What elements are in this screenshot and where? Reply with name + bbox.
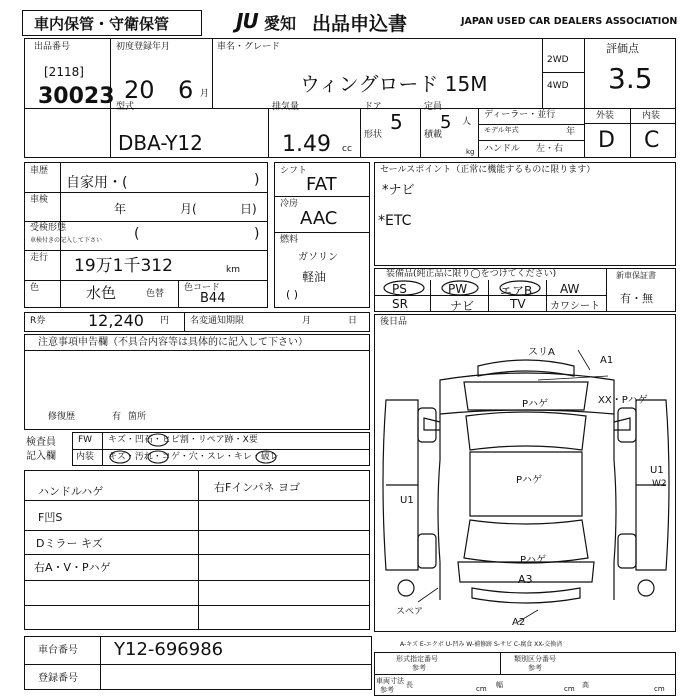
method-sub: 車検付きの記入して下さい [30, 237, 103, 244]
deadline-day: 日 [348, 316, 358, 326]
exterior-label: 外装 [596, 111, 615, 121]
ac-label: 冷房 [280, 199, 299, 209]
color-label: 色 [30, 283, 40, 293]
after-goods-label: 後日品 [380, 317, 408, 327]
diagram-label-5: Pハゲ [516, 475, 543, 486]
ac-value: AAC [300, 208, 338, 229]
height-cm: cm [654, 685, 665, 693]
shape-label: 形状 [364, 130, 383, 140]
reg-year: 20 [124, 76, 155, 104]
storage-tag-text: 車内保管・守衛保管 [34, 15, 170, 33]
mileage-unit: km [226, 265, 240, 275]
inspector-label-1: 検査員 [26, 437, 56, 448]
diagram-label-7: W2 [652, 479, 667, 489]
fuel-paren: ( ) [286, 288, 299, 301]
door-label: ドア [364, 102, 382, 112]
fw-label: FW [78, 435, 93, 445]
length-label: 車両寸法 [376, 677, 404, 685]
notes-label: 注意事項申告欄（不具合内容等は具体的に記入して下さい） [38, 337, 308, 348]
diagram-label-12: A2 [512, 617, 526, 628]
note-3: F凹S [38, 511, 63, 524]
capacity-value: 5 [440, 112, 452, 133]
method-close: ) [254, 226, 260, 242]
note-4: Dミラー キズ [36, 537, 103, 550]
equip-navi: ナビ [450, 299, 475, 313]
width-w: 幅 [496, 681, 503, 689]
repair-value: 有 [112, 412, 122, 422]
recycle-unit: 円 [160, 316, 170, 326]
legal-sub: 参考 [412, 664, 426, 672]
note-2: 右Fインパネ ヨゴ [214, 481, 301, 494]
interior-value: C [644, 128, 660, 153]
method-label: 受検形態 [30, 223, 67, 233]
inspector-label-2: 記入欄 [26, 451, 56, 462]
recycle-value: 12,240 [88, 311, 144, 330]
equipment-label: 装備品(純正品に限り◯をつけてください) [386, 269, 557, 279]
fuel-value: ガソリン [298, 252, 338, 263]
diagram-label-6: U1 [650, 465, 664, 476]
model-label: 型式 [116, 102, 135, 112]
sales-block [374, 162, 676, 266]
deadline-label: 名変通知期限 [190, 316, 245, 326]
dealer-label: ディーラー・並行 [484, 110, 556, 120]
reg-label: 初度登録年月 [116, 42, 171, 52]
lot-sub: [2118] [44, 65, 84, 79]
length-cm: cm [476, 685, 487, 693]
class-sub: 参考 [528, 664, 542, 672]
fuel-alt: 軽油 [302, 270, 327, 284]
recycle-label: R券 [30, 316, 46, 326]
color-code-label: 色コード [184, 283, 221, 293]
handle-value: 左・右 [536, 144, 564, 154]
door-value: 5 [390, 110, 403, 134]
fuel-label: 燃料 [280, 235, 299, 245]
shift-value: FAT [306, 174, 337, 195]
assoc-name: JAPAN USED CAR DEALERS ASSOCIATION [461, 16, 678, 27]
year-unit: 年 [566, 127, 576, 137]
model-value: DBA-Y12 [118, 131, 203, 155]
diagram-label-4: XX・Pハゲ [598, 395, 648, 406]
displacement-value: 1.49 [282, 132, 331, 157]
equip-aw: AW [560, 282, 580, 296]
inspect-day: 日) [240, 202, 257, 216]
length-sub: 参考 [380, 686, 394, 694]
warranty-label: 新車保証書 [616, 271, 656, 280]
doc-title: 出品申込書 [312, 13, 408, 35]
reg-no-label: 登録番号 [38, 673, 78, 684]
wd2-label: 2WD [547, 55, 569, 65]
name-value: ウィングロード 15M [300, 72, 488, 96]
repair-place: 箇所 [128, 412, 147, 422]
method-open: ( [134, 226, 140, 242]
history-value: 自家用・( [66, 175, 128, 191]
displacement-unit: cc [342, 144, 352, 154]
note-5: 右A・V・Pハゲ [34, 561, 111, 574]
note-1: ハンドルハゲ [38, 485, 104, 498]
displacement-label: 排気量 [272, 102, 300, 112]
fw-items: キズ・凹石・ヒビ割・リペア跡・X要 [108, 435, 258, 445]
diagram-label-9: Pハゲ [520, 555, 547, 566]
mileage-value: 19万1千312 [74, 256, 173, 276]
reg-month: 6 [178, 76, 194, 104]
diagram-label-3: Pハゲ [522, 399, 549, 410]
history-label: 車歴 [30, 166, 49, 176]
exterior-value: D [598, 128, 615, 153]
height-h: 高 [582, 681, 589, 689]
name-label: 車名・グレード [217, 42, 281, 52]
ju-logo: JU [236, 9, 258, 33]
chassis-label: 車台番号 [38, 645, 78, 656]
notes-block [24, 334, 370, 430]
mileage-label: 走行 [30, 253, 49, 263]
interior-items-label: 内装 [76, 452, 95, 462]
inspect-label: 車検 [30, 195, 49, 205]
model-year-label: モデル年式 [484, 126, 519, 134]
color-value: 水色 [86, 284, 117, 302]
sales-item-1: *ナビ [382, 183, 415, 198]
capacity-label: 定員 [424, 102, 443, 112]
lot-number: 30023 [38, 84, 115, 109]
deadline-month: 月 [302, 316, 312, 326]
diagram-label-1: スリA [528, 347, 555, 358]
sales-label: セールスポイント（正常に機能するものに限ります） [380, 165, 596, 175]
warranty-value: 有・無 [620, 292, 653, 305]
length-l: 長 [406, 681, 413, 689]
load-unit: kg [466, 148, 475, 156]
equip-leather: カワシート [550, 301, 600, 312]
width-cm: cm [564, 685, 575, 693]
lot-label: 出品番号 [34, 42, 71, 52]
shift-label: シフト [280, 166, 308, 176]
equipment-circles [374, 268, 606, 312]
wd4-label: 4WD [547, 81, 569, 91]
interior-label: 内装 [642, 111, 661, 121]
diagram-label-11: スペア [396, 607, 424, 617]
handle-label: ハンドル [484, 144, 521, 154]
legal-label: 形式指定番号 [396, 655, 438, 663]
equip-pw: PW [448, 282, 468, 296]
sales-item-2: *ETC [378, 213, 412, 229]
chassis-value: Y12-696986 [114, 639, 224, 660]
inspect-year: 年 [114, 202, 127, 216]
equip-tv: TV [510, 297, 526, 311]
inspect-month: 月( [180, 202, 197, 216]
org-name: 愛知 [264, 14, 297, 33]
diagram-label-10: A3 [518, 573, 533, 586]
grade-value: 3.5 [608, 62, 653, 95]
load-label: 積載 [424, 130, 443, 140]
diagram-legend: A-キズ E-エクボ U-凹み W-補修跡 S-サビ C-腐食 XX-交換済 [400, 641, 563, 648]
repaint-label: 色替 [146, 289, 165, 299]
repair-label: 修復歴 [48, 412, 76, 422]
equip-airbag: エアB [500, 284, 533, 298]
history-close: ) [254, 172, 260, 188]
inspector-circles [100, 432, 370, 466]
equip-ps: PS [392, 282, 407, 296]
diagram-label-2: A1 [600, 355, 614, 366]
color-code-value: B44 [200, 291, 226, 306]
capacity-unit: 人 [462, 117, 472, 127]
grade-label: 評価点 [606, 42, 639, 55]
equip-sr: SR [392, 297, 408, 311]
class-label: 類別区分番号 [514, 655, 556, 663]
interior-items: キズ・汚れ・コゲ・穴・スレ・キレ・破レ [108, 452, 279, 462]
reg-month-unit: 月 [200, 89, 210, 99]
diagram-label-8: U1 [400, 495, 414, 506]
